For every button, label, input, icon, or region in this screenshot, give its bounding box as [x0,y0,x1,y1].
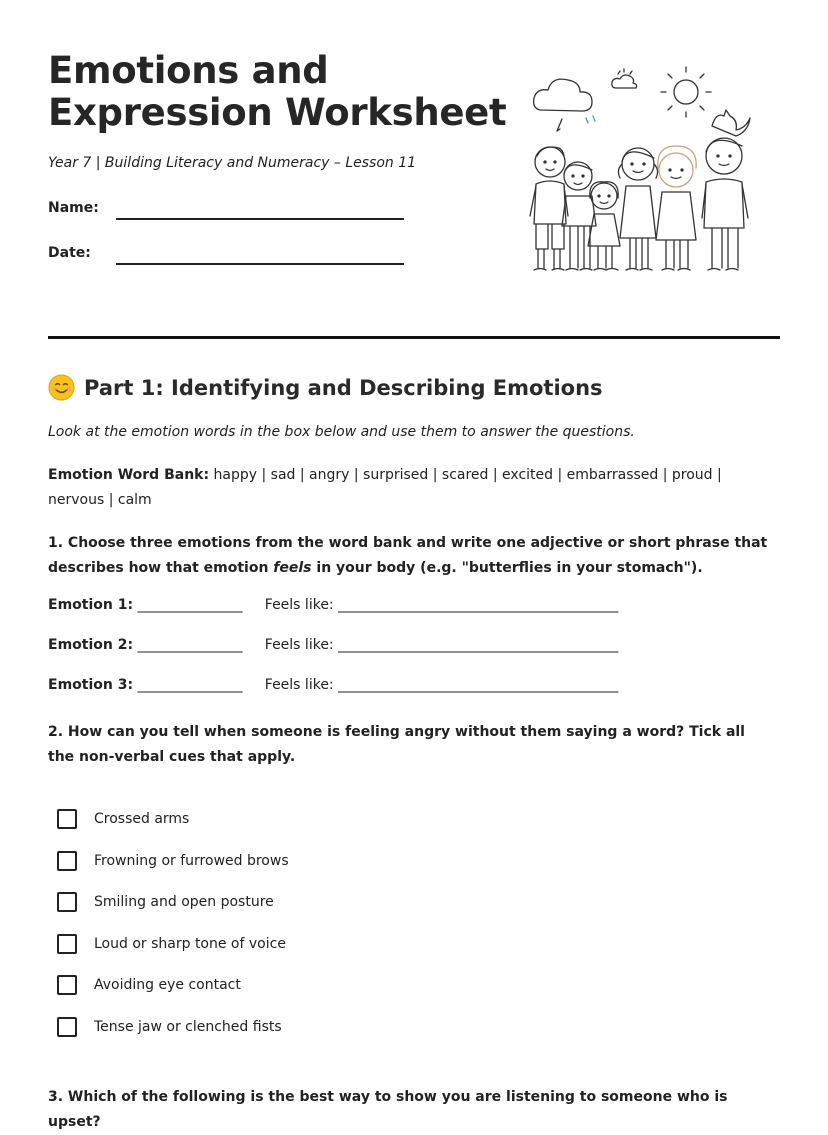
children-illustration [526,64,758,300]
date-line[interactable] [116,263,404,265]
feels-like-label: Feels like: [264,597,334,613]
emotion-label: Emotion 1: [48,597,134,613]
feels-like-blank[interactable]: ________________________________________ [338,677,619,693]
question-3: 3. Which of the following is the best way to show you are listening to someone who is upset? [48,1089,728,1130]
checkbox-label: Avoiding eye contact [94,977,241,993]
feels-like-blank[interactable]: ________________________________________ [338,637,619,653]
emotion-blank[interactable]: _______________ [137,637,243,653]
emotion-label: Emotion 2: [48,637,134,653]
emotion-blank[interactable]: _______________ [137,597,243,613]
cat-icon [712,110,750,136]
checkbox[interactable] [57,975,77,995]
child-figure [618,148,657,270]
subtitle: Year 7 | Building Literacy and Numeracy – Lesson 11 [48,155,417,171]
checkbox[interactable] [57,851,77,871]
emotion-label: Emotion 3: [48,677,134,693]
name-field[interactable] [48,200,116,216]
smiley-face-icon [48,374,75,401]
checkbox[interactable] [57,892,77,912]
checkbox[interactable] [57,809,77,829]
date-label: Date: [48,245,91,261]
child-figure [702,138,748,270]
emotion-blank[interactable]: _______________ [137,677,243,693]
emotion-word-bank [48,463,768,513]
emotion-row-2[interactable] [48,637,618,653]
checkbox-label: Crossed arms [94,811,190,827]
checkbox-option[interactable] [57,934,286,954]
emotion-row-1[interactable] [48,597,618,613]
feels-like-label: Feels like: [264,677,334,693]
q1-text-before: 1. Choose three emotions from the word bank and write one adjective or short phrase that describes how that emotion [48,535,768,576]
child-figure [656,146,696,270]
checkbox-label: Loud or sharp tone of voice [94,936,286,952]
date-field[interactable] [48,245,116,261]
checkbox-label: Frowning or furrowed brows [94,853,289,869]
emotion-row-3[interactable] [48,677,618,693]
name-line[interactable] [116,218,404,220]
title-line-1: Emotions and [48,49,329,92]
section-divider [48,336,780,339]
checkbox-option[interactable] [57,809,189,829]
word-bank-words: happy | sad | angry | surprised | scared | excited | embarrassed | proud | nervous | calm [48,467,722,508]
checkbox-option[interactable] [57,975,241,995]
checkbox-option[interactable] [57,851,289,871]
child-figure [530,147,568,270]
child-figure [562,162,596,270]
small-cloud-icon [612,69,637,88]
question-2: 2. How can you tell when someone is feeling angry without them saying a word? Tick all the non-verbal cues that apply. [48,724,745,765]
q1-text-after: in your body (e.g. "butterflies in your stomach"). [311,560,703,576]
checkbox-option[interactable] [57,1017,282,1037]
rain-cloud-icon [534,79,595,131]
title-line-2: Expression Worksheet [48,91,507,134]
checkbox[interactable] [57,1017,77,1037]
checkbox-label: Tense jaw or clenched fists [94,1019,282,1035]
q1-text-emph: feels [273,560,312,576]
part1-heading-text: Part 1: Identifying and Describing Emotions [84,375,603,400]
checkbox-option[interactable] [57,892,274,912]
part1-heading [48,374,603,401]
word-bank-label: Emotion Word Bank: [48,467,210,483]
part1-instructions: Look at the emotion words in the box below and use them to answer the questions. [48,424,635,440]
checkbox[interactable] [57,934,77,954]
question-1 [48,531,783,581]
name-label: Name: [48,200,99,216]
feels-like-label: Feels like: [264,637,334,653]
sun-icon [661,67,711,117]
page-title [48,50,506,134]
checkbox-label: Smiling and open posture [94,894,274,910]
feels-like-blank[interactable]: ________________________________________ [338,597,619,613]
